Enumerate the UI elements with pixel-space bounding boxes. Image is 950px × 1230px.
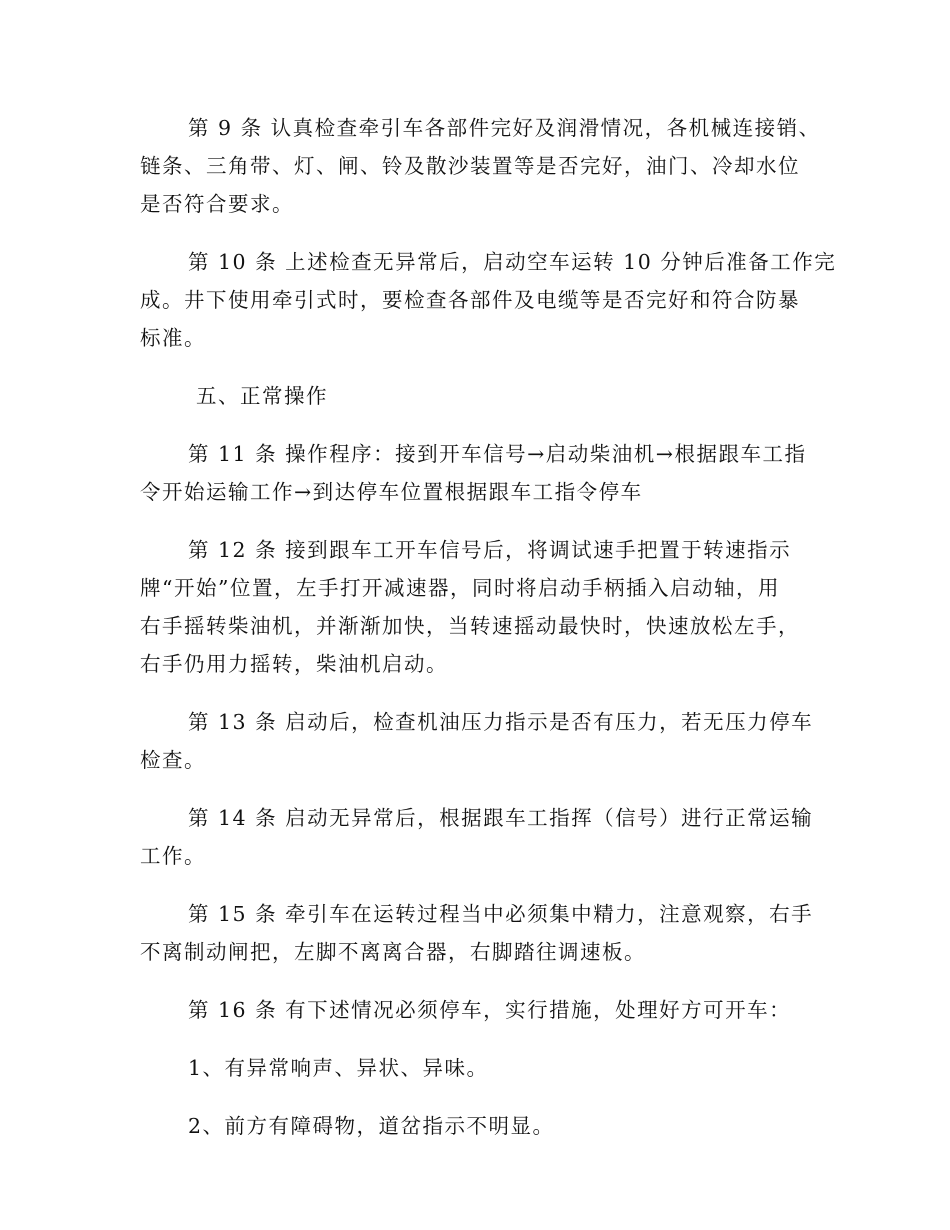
list-item-1 <box>140 1049 800 1087</box>
text-line: 第 16 条 有下述情况必须停车，实行措施，处理好方可开车： <box>188 998 792 1022</box>
text-line: 成。井下使用牵引式时，要检查各部件及电缆等是否完好和符合防暴 <box>140 288 800 312</box>
text-line: 右手摇转柴油机，并渐渐加快，当转速摇动最快时，快速放松左手， <box>140 614 800 638</box>
text-line: 第 13 条 启动后，检查机油压力指示是否有压力，若无压力停车 <box>188 710 814 734</box>
article-12 <box>140 531 800 683</box>
article-10 <box>140 243 837 357</box>
text-line: 检查。 <box>140 748 206 772</box>
text-line: 标准。 <box>140 326 206 350</box>
text-line: 链条、三角带、灯、闸、铃及散沙装置等是否完好，油门、冷却水位 <box>140 154 800 178</box>
text-line: 牌“开始”位置，左手打开减速器，同时将启动手柄插入启动轴，用 <box>140 576 780 600</box>
text-line: 第 15 条 牵引车在运转过程当中必须集中精力，注意观察，右手 <box>188 902 814 926</box>
text-line: 第 14 条 启动无异常后，根据跟车工指挥（信号）进行正常运输 <box>188 806 814 830</box>
text-line: 工作。 <box>140 844 206 868</box>
text-line: 右手仍用力摇转，柴油机启动。 <box>140 652 448 676</box>
text-line: 第 9 条 认真检查牵引车各部件完好及润滑情况，各机械连接销、 <box>188 116 821 140</box>
article-11 <box>140 435 807 511</box>
article-14 <box>140 799 814 875</box>
text-line: 第 10 条 上述检查无异常后，启动空车运转 10 分钟后准备工作完 <box>188 250 837 274</box>
document-body <box>140 109 837 1165</box>
text-line: 令开始运输工作→到达停车位置根据跟车工指令停车 <box>140 480 643 504</box>
text-line: 1、有异常响声、异状、异味。 <box>188 1056 489 1080</box>
article-9 <box>140 109 821 223</box>
text-line: 是否符合要求。 <box>140 192 294 216</box>
text-line: 不离制动闸把，左脚不离离合器，右脚踏往调速板。 <box>140 940 646 964</box>
article-13 <box>140 703 814 779</box>
section-heading <box>140 377 800 415</box>
text-line: 第 11 条 操作程序：接到开车信号→启动柴油机→根据跟车工指 <box>188 442 807 466</box>
text-line: 第 12 条 接到跟车工开车信号后，将调试速手把置于转速指示 <box>188 538 792 562</box>
text-line: 2、前方有障碍物，道岔指示不明显。 <box>188 1114 555 1138</box>
article-16 <box>140 991 800 1029</box>
article-15 <box>140 895 814 971</box>
section-title: 五、正常操作 <box>196 384 328 408</box>
list-item-2 <box>140 1107 800 1145</box>
